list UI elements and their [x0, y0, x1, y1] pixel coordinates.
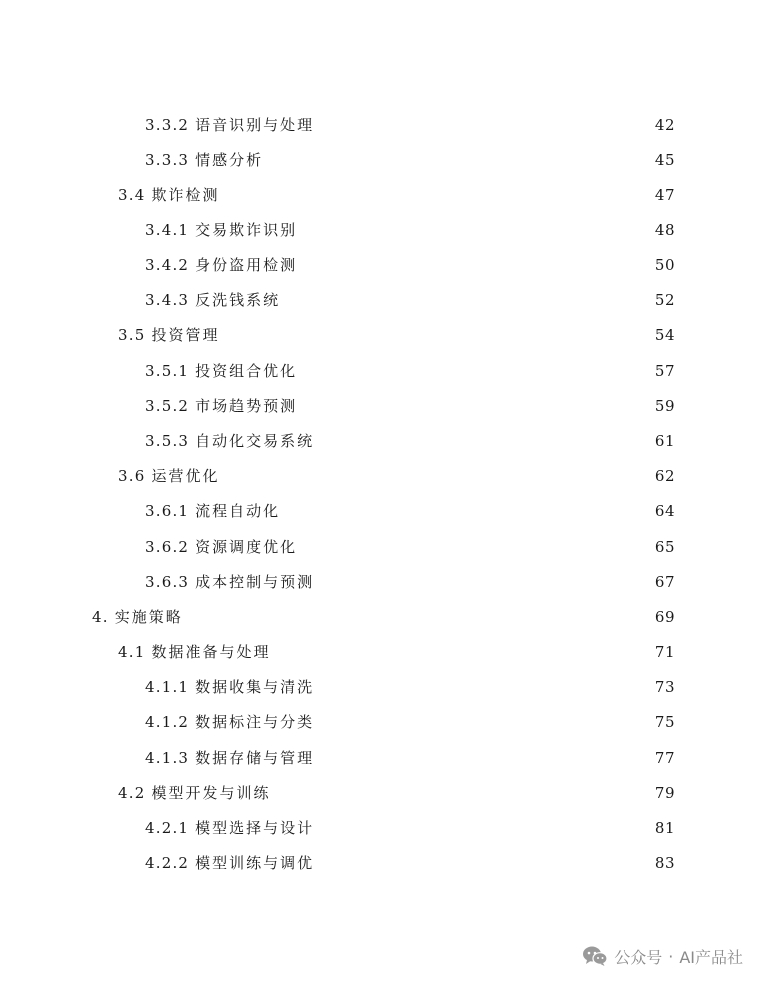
toc-entry-page: 45 [654, 151, 675, 169]
toc-entry-number: 4.2.1 [145, 819, 190, 837]
dot-leader [223, 184, 644, 206]
toc-entry-page: 67 [654, 573, 675, 591]
toc-entry-number: 4.2 [118, 784, 146, 802]
toc-entry-page: 52 [654, 291, 675, 309]
toc-entry-title: 反洗钱系统 [195, 291, 281, 309]
dot-leader [267, 149, 645, 171]
dot-leader [187, 606, 645, 628]
toc-entry-page: 81 [654, 819, 675, 837]
toc-entry[interactable] [145, 395, 675, 417]
dot-leader [223, 465, 644, 487]
dot-leader [318, 711, 645, 733]
toc-entry-title: 自动化交易系统 [195, 432, 315, 450]
toc-entry-number: 4.1.3 [145, 749, 190, 767]
toc-entry-title: 数据收集与清洗 [195, 678, 315, 696]
toc-entry-title: 交易欺诈识别 [195, 221, 298, 239]
toc-entry[interactable] [145, 536, 675, 558]
toc-entry-title: 投资管理 [151, 326, 220, 344]
watermark-source: 公众号 [614, 947, 663, 967]
toc-entry-title: 情感分析 [195, 151, 264, 169]
toc-entry-title: 欺诈检测 [151, 186, 220, 204]
toc-entry[interactable] [145, 149, 675, 171]
toc-entry-number: 4.2.2 [145, 854, 190, 872]
toc-entry[interactable] [118, 184, 675, 206]
dot-leader [318, 817, 645, 839]
dot-leader [274, 782, 644, 804]
toc-entry-title: 流程自动化 [195, 502, 281, 520]
toc-entry-page: 50 [654, 256, 675, 274]
toc-entry[interactable] [145, 360, 675, 382]
toc-entry-number: 3.3.2 [145, 116, 190, 134]
toc-entry-number: 3.6.3 [145, 573, 190, 591]
toc-entry[interactable] [145, 852, 675, 874]
toc-entry[interactable] [145, 500, 675, 522]
dot-leader [318, 676, 645, 698]
toc-entry[interactable] [145, 747, 675, 769]
dot-leader [301, 254, 645, 276]
toc-entry-page: 47 [654, 186, 675, 204]
toc-entry[interactable] [145, 571, 675, 593]
toc-entry-page: 83 [654, 854, 675, 872]
watermark [582, 942, 743, 970]
toc-entry-number: 3.5.1 [145, 362, 190, 380]
toc-entry-page: 65 [654, 538, 675, 556]
toc-entry-number: 3.5 [118, 326, 146, 344]
dot-leader [318, 747, 645, 769]
toc-entry-number: 4.1 [118, 643, 146, 661]
toc-entry[interactable] [145, 676, 675, 698]
toc-entry-title: 身份盗用检测 [195, 256, 298, 274]
toc-entry-number: 3.4.1 [145, 221, 190, 239]
toc-entry-page: 57 [654, 362, 675, 380]
toc-entry-title: 数据标注与分类 [195, 713, 315, 731]
wechat-icon [582, 945, 608, 967]
toc-entry-number: 3.5.2 [145, 397, 190, 415]
dot-leader [318, 571, 645, 593]
toc-entry-number: 3.4 [118, 186, 146, 204]
toc-entry[interactable] [145, 219, 675, 241]
toc-entry-title: 市场趋势预测 [195, 397, 298, 415]
watermark-account: AI产品社 [679, 947, 743, 967]
toc-entry-page: 62 [654, 467, 675, 485]
toc-entry-title: 成本控制与预测 [195, 573, 315, 591]
toc-entry[interactable] [145, 817, 675, 839]
toc-entry-title: 模型训练与调优 [195, 854, 315, 872]
toc-entry[interactable] [92, 606, 675, 628]
dot-leader [318, 852, 645, 874]
dot-leader [301, 360, 645, 382]
toc-entry-number: 4. [92, 608, 109, 626]
toc-entry-number: 4.1.2 [145, 713, 190, 731]
toc-entry-title: 实施策略 [114, 608, 183, 626]
toc-entry-title: 语音识别与处理 [195, 116, 315, 134]
toc-entry-title: 模型开发与训练 [151, 784, 271, 802]
watermark-separator: · [668, 946, 674, 966]
toc-entry-number: 3.4.2 [145, 256, 190, 274]
toc-entry-number: 3.4.3 [145, 291, 190, 309]
toc-entry[interactable] [118, 782, 675, 804]
dot-leader [318, 114, 645, 136]
toc-entry-number: 4.1.1 [145, 678, 190, 696]
toc-entry-page: 77 [654, 749, 675, 767]
toc-entry-page: 69 [654, 608, 675, 626]
toc-entry-page: 61 [654, 432, 675, 450]
toc-entry-page: 59 [654, 397, 675, 415]
toc-entry-number: 3.6 [118, 467, 146, 485]
toc-entry-number: 3.6.1 [145, 502, 190, 520]
toc-entry[interactable] [145, 430, 675, 452]
toc-entry-title: 数据准备与处理 [151, 643, 271, 661]
dot-leader [223, 324, 644, 346]
dot-leader [318, 430, 645, 452]
toc-entry-title: 运营优化 [151, 467, 220, 485]
dot-leader [274, 641, 644, 663]
toc-entry-title: 模型选择与设计 [195, 819, 315, 837]
toc-entry-title: 投资组合优化 [195, 362, 298, 380]
toc-entry-number: 3.5.3 [145, 432, 190, 450]
dot-leader [301, 536, 645, 558]
toc-entry[interactable] [145, 114, 675, 136]
toc-entry[interactable] [145, 289, 675, 311]
toc-entry[interactable] [118, 641, 675, 663]
toc-entry-page: 64 [654, 502, 675, 520]
toc-entry[interactable] [118, 324, 675, 346]
toc-entry-title: 数据存储与管理 [195, 749, 315, 767]
toc-entry-title: 资源调度优化 [195, 538, 298, 556]
toc-entry[interactable] [145, 711, 675, 733]
dot-leader [301, 395, 645, 417]
toc-entry[interactable] [118, 465, 675, 487]
toc-entry-page: 54 [654, 326, 675, 344]
toc-entry-page: 71 [654, 643, 675, 661]
toc-entry-number: 3.3.3 [145, 151, 190, 169]
toc-entry-page: 42 [654, 116, 675, 134]
dot-leader [301, 219, 645, 241]
dot-leader [284, 289, 645, 311]
toc-entry-page: 73 [654, 678, 675, 696]
toc-entry-page: 75 [654, 713, 675, 731]
dot-leader [284, 500, 645, 522]
toc-entry-page: 48 [654, 221, 675, 239]
toc-entry[interactable] [145, 254, 675, 276]
toc-entry-number: 3.6.2 [145, 538, 190, 556]
toc-entry-page: 79 [654, 784, 675, 802]
